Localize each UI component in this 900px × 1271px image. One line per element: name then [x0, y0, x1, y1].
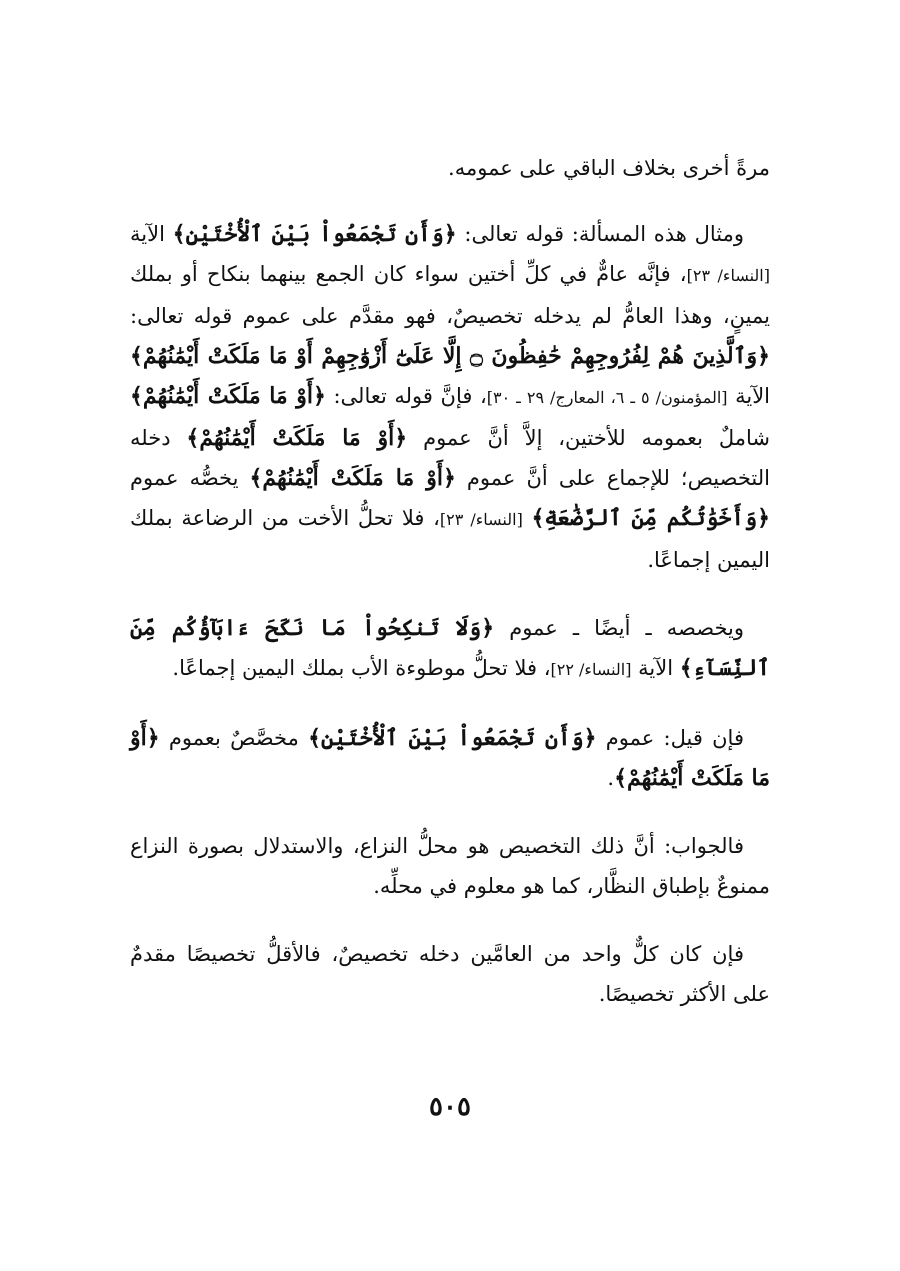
text-segment: مخصَّصٌ بعموم [159, 726, 309, 750]
text-segment: الآية [130, 222, 173, 246]
text-segment: مرةً أخرى بخلاف الباقي على عمومه. [448, 156, 770, 180]
paragraph-3 [130, 608, 770, 690]
paragraph-1 [130, 148, 770, 188]
text-segment: الآية [631, 656, 680, 680]
text-segment: ، فإنَّ قوله تعالى: [325, 384, 487, 408]
page-body [130, 148, 770, 1042]
verse-reference: [النساء/ ٢٢] [550, 660, 632, 679]
text-segment: فالجواب: أنَّ ذلك التخصيص هو محلُّ النزاع، والاستدلال بصورة النزاع ممنوعٌ بإطباق النظَّار، كما هو معلوم في محلِّه. [130, 834, 770, 898]
quran-verse: ﴿أَوْ مَا مَلَكَتْ أَيْمَٰنُهُمْ﴾ [249, 465, 456, 491]
text-segment: . [607, 766, 615, 790]
quran-verse: ﴿وَلَا تَنكِحُواْ مَا نَكَحَ ءَابَآؤُكُم مِّنَ ٱلنِّسَآءِ﴾ [130, 615, 770, 681]
quran-verse: ﴿وَأَخَوَٰتُكُم مِّنَ ٱلرَّضَٰعَةِ﴾ [531, 505, 770, 531]
quran-verse: ﴿أَوْ مَا مَلَكَتْ أَيْمَٰنُهُمْ﴾ [130, 383, 326, 409]
text-segment: ، فلا تحلُّ الأخت من الرضاعة بملك اليمين إجماعًا. [130, 506, 770, 572]
verse-reference: [النساء/ ٢٣] [686, 266, 770, 285]
text-segment: يخصُّه عموم [130, 466, 250, 490]
quran-verse: ﴿وَأَن تَجْمَعُواْ بَيْنَ ٱلْأُخْتَيْنِ﴾ [172, 221, 457, 247]
text-segment: ويخصصه ـ أيضًا ـ عموم [494, 616, 745, 640]
quran-verse: ﴿وَٱلَّذِينَ هُمْ لِفُرُوجِهِمْ حَٰفِظُونَ ۝ إِلَّا عَلَىٰٓ أَزْوَٰجِهِمْ أَوْ مَا مَلَكَتْ أَيْمَٰنُهُمْ﴾ [130, 343, 770, 369]
page-number: ٥٠٥ [429, 1092, 471, 1122]
text-segment: فإن كان كلٌّ واحد من العامَّين دخله تخصيصٌ، فالأقلُّ تخصيصًا مقدمٌ على الأكثر تخصيصًا. [130, 942, 770, 1006]
verse-reference: [النساء/ ٢٣] [439, 510, 523, 529]
quran-verse: ﴿أَوْ مَا مَلَكَتْ أَيْمَٰنُهُمْ﴾ [130, 725, 770, 791]
text-segment: ومثال هذه المسألة: قوله تعالى: [456, 222, 745, 246]
text-segment: شاملٌ بعمومه للأختين، إلاَّ أنَّ عموم [407, 426, 770, 450]
text-segment: ، فلا تحلُّ موطوءة الأب بملك اليمين إجماعًا. [172, 656, 551, 680]
quran-verse: ﴿وَأَن تَجْمَعُواْ بَيْنَ ٱلْأُخْتَيْنِ﴾ [308, 725, 597, 751]
paragraph-2 [130, 214, 770, 580]
text-segment [523, 506, 532, 530]
paragraph-6 [130, 934, 770, 1014]
verse-reference: [المؤمنون/ ٥ ـ ٦، المعارج/ ٢٩ ـ ٣٠] [486, 388, 728, 407]
paragraph-4 [130, 718, 770, 798]
text-segment: فإن قيل: عموم [596, 726, 744, 750]
text-segment: ، فإنَّه عامٌّ في كلِّ أختين سواء كان الجمع بينهما بنكاح أو بملك يمينٍ، وهذا العامُّ لم يدخله تخصيصٌ، فهو مقدَّم على عموم قوله تعالى: [130, 262, 770, 328]
text-segment: دخله التخصيص؛ للإجماع على أنَّ عموم [130, 426, 770, 490]
quran-verse: ﴿أَوْ مَا مَلَكَتْ أَيْمَٰنُهُمْ﴾ [186, 425, 408, 451]
paragraph-5 [130, 826, 770, 906]
text-segment: الآية [727, 384, 771, 408]
